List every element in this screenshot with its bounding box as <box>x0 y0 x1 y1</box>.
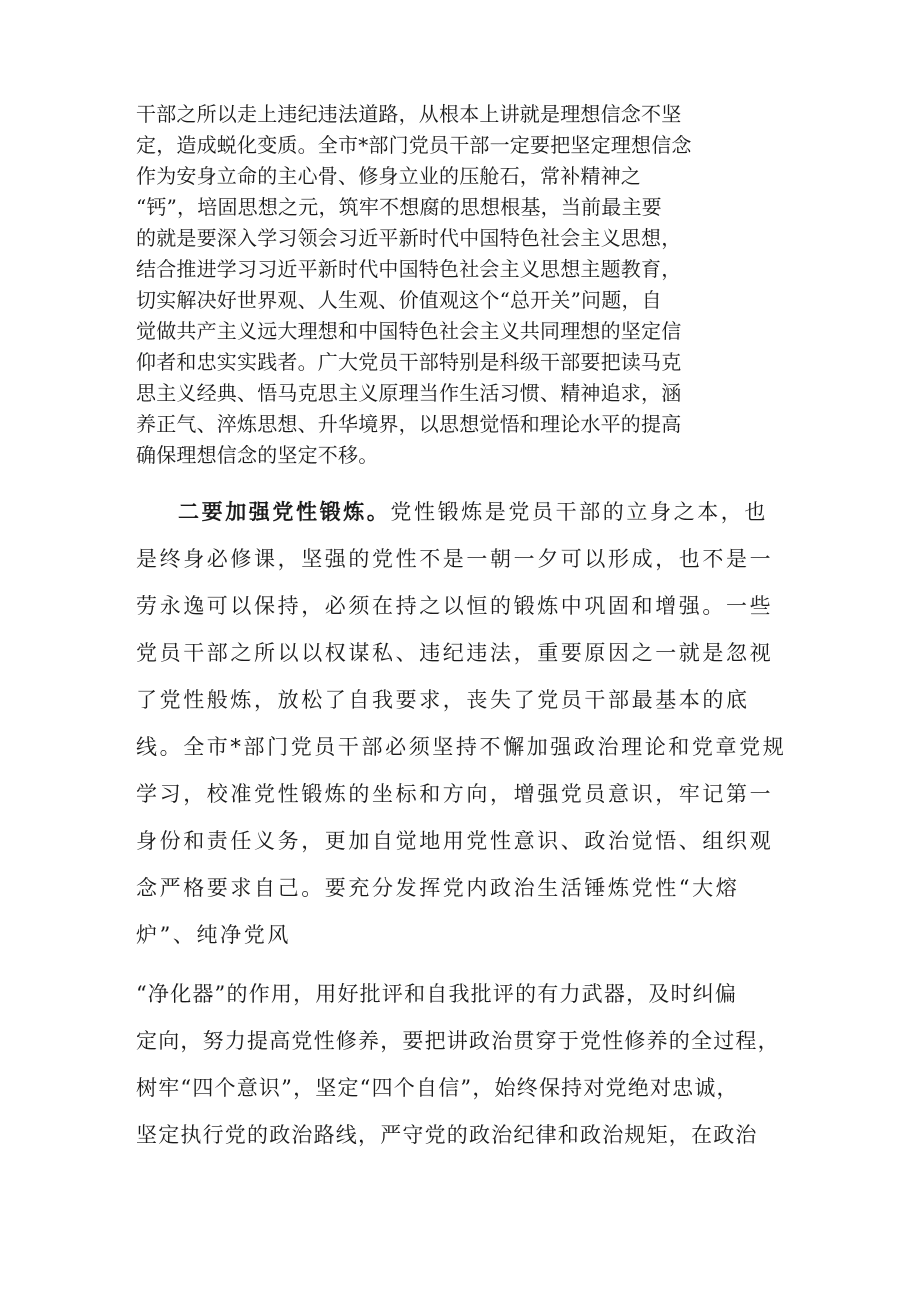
paragraph-line: “净化器”的作用，用好批评和自我批评的有力武器，及时纠偏 <box>136 982 738 1006</box>
paragraph-line: 党员干部之所以以权谋私、违纪违法，重要原因之一就是忽视 <box>136 641 774 665</box>
paragraph-line: 念严格要求自己。要充分发挥党内政治生活锤炼党性“大熔 <box>136 876 740 900</box>
paragraph-line: 确保理想信念的坚定不移。 <box>136 443 379 467</box>
paragraph-line: 了党性般炼，放松了自我要求，丧失了党员干部最基本的底 <box>136 688 750 712</box>
paragraph-text: 党性锻炼是党员干部的立身之本，也 <box>390 500 769 524</box>
paragraph-line: 身份和责任义务，更加自觉地用党性意识、政治觉悟、组织观 <box>136 829 774 853</box>
paragraph-line: 树牢“四个意识”，坚定“四个自信”，始终保持对党绝对忠诚， <box>136 1076 739 1100</box>
paragraph-line: 仰者和忠实实践者。广大党员干部特别是科级干部要把读马克 <box>136 350 682 374</box>
paragraph-line: 的就是要深入学习领会习近平新时代中国特色社会主义思想， <box>136 226 682 250</box>
paragraph-line: 定向，努力提高党性修养，要把讲政治贯穿于党性修养的全过程， <box>136 1029 780 1053</box>
paragraph-line: 学习，校准党性锻炼的坐标和方向，增强党员意识，牢记第一 <box>136 782 774 806</box>
paragraph-line: 结合推进学习习近平新时代中国特色社会主义思想主题教育， <box>136 257 682 281</box>
paragraph-line: 劳永逸可以保持，必须在持之以恒的锻炼中巩固和增强。一些 <box>136 594 774 618</box>
paragraph-line: 作为安身立命的主心骨、修身立业的压舱石，常补精神之 <box>136 164 641 188</box>
paragraph-line: 干部之所以走上违纪违法道路，从根本上讲就是理想信念不坚 <box>136 102 682 126</box>
paragraph-line: 是终身必修课，坚强的党性不是一朝一夕可以形成，也不是一 <box>136 547 774 571</box>
paragraph-line: 坚定执行党的政治路线，严守党的政治纪律和政治规矩，在政治 <box>136 1123 758 1147</box>
paragraph-line: 思主义经典、悟马克思主义原理当作生活习惯、精神追求，涵 <box>136 381 682 405</box>
paragraph-line: “钙”，培固思想之元，筑牢不想腐的思想根基，当前最主要 <box>136 195 662 219</box>
paragraph-line: 切实解决好世界观、人生观、价值观这个“总开关”问题，自 <box>136 288 662 312</box>
section-heading-line <box>178 500 768 524</box>
paragraph-line: 线。全市*部门党员干部必须坚持不懈加强政治理论和党章党规 <box>136 735 787 759</box>
section-heading: 二要加强党性锻炼。 <box>178 499 391 524</box>
paragraph-line: 定，造成蜕化变质。全市*部门党员干部一定要把坚定理想信念 <box>136 133 692 157</box>
paragraph-line: 觉做共产主义远大理想和中国特色社会主义共同理想的坚定信 <box>136 319 682 343</box>
paragraph-line: 养正气、淬炼思想、升华境界，以思想觉悟和理论水平的提高 <box>136 412 682 436</box>
paragraph-line: 炉”、纯净党风 <box>136 923 291 947</box>
